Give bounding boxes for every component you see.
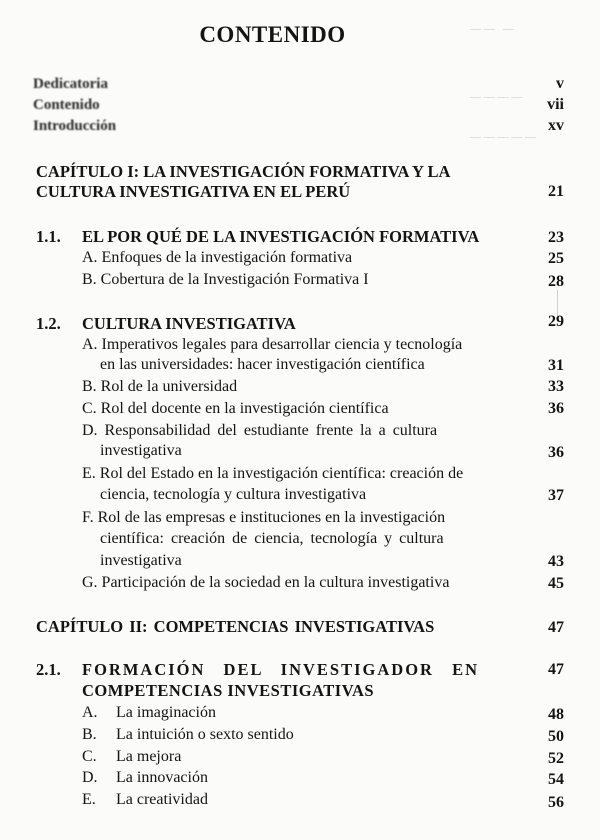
toc-item-cont: ciencia, tecnología y cultura investigativa	[100, 486, 367, 503]
chapter-1-title-line1: CAPÍTULO I: LA INVESTIGACIÓN FORMATIVA Y LA	[36, 162, 451, 181]
section-1-1-title: EL POR QUÉ DE LA INVESTIGACIÓN FORMATIVA	[82, 227, 480, 246]
toc-item: La creatividad	[116, 791, 208, 808]
chapter-2-page: 47	[548, 619, 564, 636]
toc-item: F. Rol de las empresas e instituciones en la investigación	[82, 509, 446, 526]
section-2-1-number: 2.1.	[36, 660, 61, 679]
toc-page: 48	[548, 706, 564, 723]
toc-page: 36	[548, 444, 564, 461]
toc-page: 31	[548, 357, 564, 374]
toc-page: 52	[548, 750, 564, 767]
toc-item: La innovación	[116, 769, 208, 786]
section-2-1-page: 47	[548, 661, 564, 678]
toc-item: La imaginación	[116, 704, 216, 721]
toc-page: 54	[548, 771, 564, 788]
toc-item: B. Cobertura de la Investigación Formativa I	[82, 271, 369, 288]
toc-item: A. Imperativos legales para desarrollar ciencia y tecnología	[82, 336, 463, 353]
toc-item-letter: A.	[82, 704, 98, 721]
chapter-1-page: 21	[548, 183, 564, 200]
prelim-contenido: Contenido	[33, 97, 100, 113]
toc-page: 56	[548, 794, 564, 811]
section-1-2-number: 1.2.	[36, 314, 61, 333]
section-2-1-title-line1: FORMACIÓN DEL INVESTIGADOR EN	[82, 660, 479, 679]
section-1-1-number: 1.1.	[36, 227, 61, 246]
chapter-2-title: CAPÍTULO II: COMPETENCIAS INVESTIGATIVAS	[36, 617, 435, 636]
toc-page: 25	[548, 250, 564, 267]
toc-item: A. Enfoques de la investigación formativa	[82, 249, 353, 266]
toc-item-cont: investigativa	[100, 552, 182, 569]
section-1-2-page: 29	[548, 313, 564, 330]
bleed-through-text: — — —	[470, 23, 514, 35]
toc-page: 50	[548, 728, 564, 745]
bleed-through-text: — — — — —	[470, 131, 536, 143]
toc-page: 45	[548, 575, 564, 592]
toc-item-letter: C.	[82, 748, 97, 765]
toc-item-cont: en las universidades: hacer investigación científica	[100, 356, 425, 373]
toc-page: 36	[548, 400, 564, 417]
toc-item: La intuición o sexto sentido	[116, 726, 294, 743]
toc-page: 33	[548, 378, 564, 395]
prelim-page: xv	[548, 117, 564, 134]
bleed-through-text: — — — —	[470, 91, 523, 103]
section-1-1-page: 23	[548, 229, 564, 246]
toc-item-letter: E.	[82, 791, 96, 808]
prelim-introduccion: Introducción	[33, 118, 117, 134]
toc-page: 37	[548, 487, 564, 504]
page-title: CONTENIDO	[199, 22, 346, 47]
toc-item-cont: científica: creación de ciencia, tecnología y cultura	[100, 530, 444, 547]
section-1-2-title: CULTURA INVESTIGATIVA	[82, 314, 296, 333]
toc-item: La mejora	[116, 748, 182, 765]
toc-item: C. Rol del docente en la investigación científica	[82, 400, 389, 417]
toc-item-letter: D.	[82, 769, 98, 786]
prelim-page: vii	[547, 96, 564, 113]
section-2-1-title-line2: COMPETENCIAS INVESTIGATIVAS	[82, 681, 375, 700]
toc-item-cont: investigativa	[100, 442, 182, 459]
toc-item: D. Responsabilidad del estudiante frente la a cultura	[82, 422, 438, 439]
prelim-dedicatoria: Dedicatoria	[33, 76, 108, 92]
toc-page: 28	[548, 273, 564, 290]
chapter-1-title-line2: CULTURA INVESTIGATIVA EN EL PERÚ	[36, 182, 351, 201]
toc-item: E. Rol del Estado en la investigación científica: creación de	[82, 465, 464, 482]
toc-item: G. Participación de la sociedad en la cultura investigativa	[82, 574, 450, 591]
toc-item-letter: B.	[82, 726, 97, 743]
toc-page: 43	[548, 553, 564, 570]
prelim-page: v	[556, 75, 564, 92]
toc-item: B. Rol de la universidad	[82, 378, 238, 395]
